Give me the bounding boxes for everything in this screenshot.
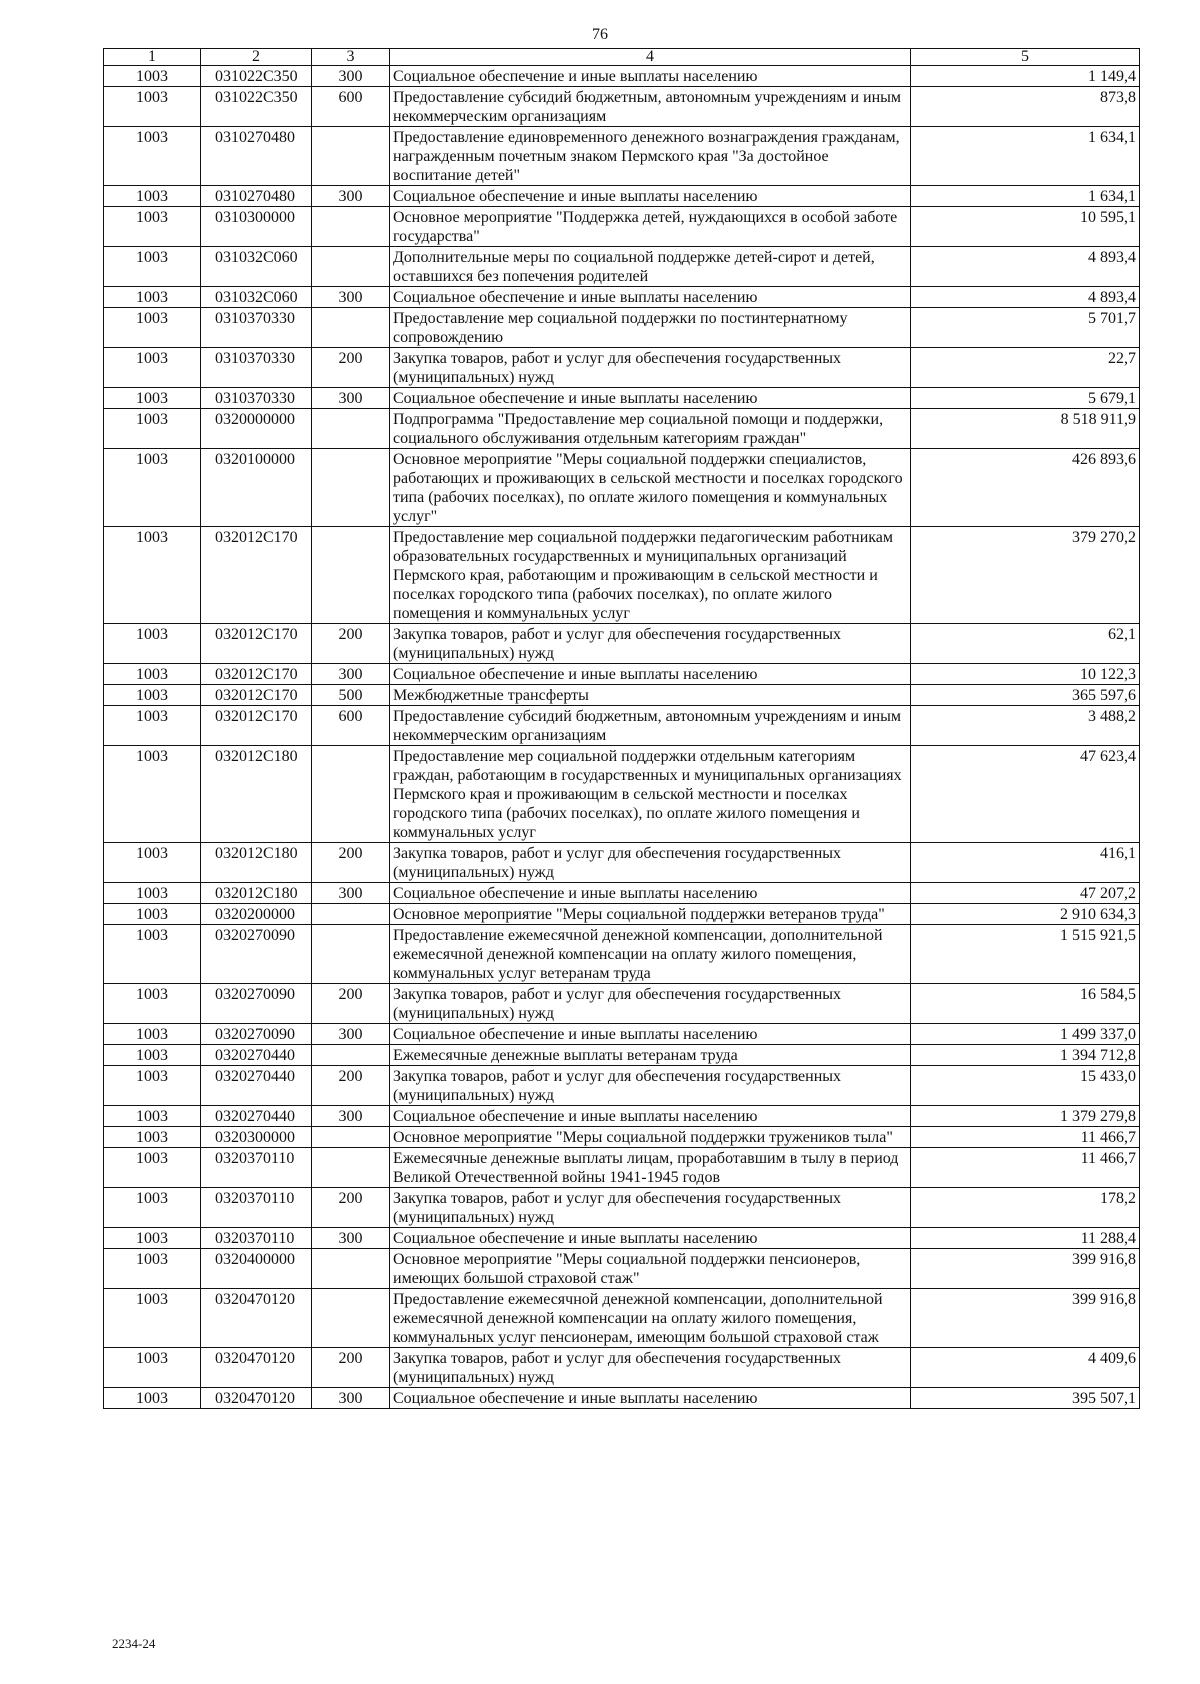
- section-code-cell: 1003: [104, 706, 201, 746]
- expense-type-cell: [312, 207, 390, 247]
- amount-cell: 47 207,2: [911, 883, 1140, 904]
- description-cell: Социальное обеспечение и иные выплаты населению: [390, 287, 911, 308]
- target-article-cell: 0320200000: [201, 904, 312, 925]
- section-code-cell: 1003: [104, 904, 201, 925]
- table-row: [104, 706, 1140, 746]
- table-row: [104, 1066, 1140, 1106]
- table-row: [104, 1045, 1140, 1066]
- expense-type-cell: 200: [312, 624, 390, 664]
- target-article-cell: 0320300000: [201, 1127, 312, 1148]
- column-header-1: 1: [104, 49, 201, 66]
- expense-type-cell: [312, 449, 390, 527]
- target-article-cell: 0320270440: [201, 1106, 312, 1127]
- target-article-cell: 032012C170: [201, 664, 312, 685]
- expense-type-cell: [312, 1249, 390, 1289]
- amount-cell: 1 499 337,0: [911, 1024, 1140, 1045]
- table-row: [104, 186, 1140, 207]
- target-article-cell: 0320370110: [201, 1228, 312, 1249]
- section-code-cell: 1003: [104, 527, 201, 624]
- expense-type-cell: [312, 746, 390, 843]
- target-article-cell: 032012C170: [201, 624, 312, 664]
- description-cell: Основное мероприятие "Меры социальной поддержки специалистов, работающих и проживающих в сельской местности и поселках городского типа (рабочих поселках), по оплате жилого помещения и коммунальных услуг": [390, 449, 911, 527]
- expense-type-cell: [312, 1045, 390, 1066]
- table-row: [104, 207, 1140, 247]
- target-article-cell: 032012C180: [201, 746, 312, 843]
- description-cell: Предоставление субсидий бюджетным, автономным учреждениям и иным некоммерческим организациям: [390, 706, 911, 746]
- table-row: [104, 127, 1140, 186]
- description-cell: Предоставление мер социальной поддержки отдельным категориям граждан, работающим в государственных и муниципальных организациях Пермского края и проживающим в сельской местности и поселках городского типа (рабочих поселках), по оплате жилого помещения и коммунальных услуг: [390, 746, 911, 843]
- amount-cell: 379 270,2: [911, 527, 1140, 624]
- section-code-cell: 1003: [104, 1045, 201, 1066]
- amount-cell: 1 515 921,5: [911, 925, 1140, 984]
- target-article-cell: 0310370330: [201, 348, 312, 388]
- table-header-row: [104, 49, 1140, 66]
- section-code-cell: 1003: [104, 409, 201, 449]
- amount-cell: 416,1: [911, 843, 1140, 883]
- amount-cell: 11 288,4: [911, 1228, 1140, 1249]
- expense-type-cell: 300: [312, 883, 390, 904]
- expense-type-cell: 200: [312, 348, 390, 388]
- description-cell: Предоставление субсидий бюджетным, автономным учреждениям и иным некоммерческим организациям: [390, 87, 911, 127]
- column-header-4: 4: [390, 49, 911, 66]
- expense-type-cell: 200: [312, 1066, 390, 1106]
- section-code-cell: 1003: [104, 1388, 201, 1409]
- table-row: [104, 308, 1140, 348]
- table-row: [104, 66, 1140, 87]
- section-code-cell: 1003: [104, 664, 201, 685]
- description-cell: Предоставление ежемесячной денежной компенсации, дополнительной ежемесячной денежной компенсации на оплату жилого помещения, коммунальных услуг пенсионерам, имеющим большой страховой стаж: [390, 1289, 911, 1348]
- target-article-cell: 0320470120: [201, 1348, 312, 1388]
- table-row: [104, 1106, 1140, 1127]
- expense-type-cell: [312, 925, 390, 984]
- description-cell: Социальное обеспечение и иные выплаты населению: [390, 1228, 911, 1249]
- expense-type-cell: 300: [312, 1024, 390, 1045]
- target-article-cell: 0320400000: [201, 1249, 312, 1289]
- amount-cell: 15 433,0: [911, 1066, 1140, 1106]
- description-cell: Социальное обеспечение и иные выплаты населению: [390, 66, 911, 87]
- description-cell: Предоставление ежемесячной денежной компенсации, дополнительной ежемесячной денежной компенсации на оплату жилого помещения, коммунальных услуг ветеранам труда: [390, 925, 911, 984]
- description-cell: Социальное обеспечение и иные выплаты населению: [390, 883, 911, 904]
- section-code-cell: 1003: [104, 1148, 201, 1188]
- description-cell: Подпрограмма "Предоставление мер социальной помощи и поддержки, социального обслуживания отдельным категориям граждан": [390, 409, 911, 449]
- amount-cell: 1 149,4: [911, 66, 1140, 87]
- target-article-cell: 0320370110: [201, 1188, 312, 1228]
- expense-type-cell: [312, 409, 390, 449]
- expense-type-cell: 500: [312, 685, 390, 706]
- description-cell: Закупка товаров, работ и услуг для обеспечения государственных (муниципальных) нужд: [390, 624, 911, 664]
- column-header-2: 2: [201, 49, 312, 66]
- table-row: [104, 1127, 1140, 1148]
- description-cell: Ежемесячные денежные выплаты ветеранам труда: [390, 1045, 911, 1066]
- table-row: [104, 1289, 1140, 1348]
- target-article-cell: 0320270440: [201, 1045, 312, 1066]
- target-article-cell: 0320270440: [201, 1066, 312, 1106]
- target-article-cell: 032012C180: [201, 883, 312, 904]
- amount-cell: 11 466,7: [911, 1148, 1140, 1188]
- description-cell: Социальное обеспечение и иные выплаты населению: [390, 664, 911, 685]
- target-article-cell: 0320000000: [201, 409, 312, 449]
- table-row: [104, 624, 1140, 664]
- amount-cell: 873,8: [911, 87, 1140, 127]
- target-article-cell: 0310370330: [201, 308, 312, 348]
- section-code-cell: 1003: [104, 449, 201, 527]
- section-code-cell: 1003: [104, 87, 201, 127]
- table-row: [104, 1348, 1140, 1388]
- description-cell: Предоставление единовременного денежного вознаграждения гражданам, награжденным почетным знаком Пермского края "За достойное воспитание детей": [390, 127, 911, 186]
- expense-type-cell: [312, 1148, 390, 1188]
- target-article-cell: 0320270090: [201, 1024, 312, 1045]
- amount-cell: 399 916,8: [911, 1249, 1140, 1289]
- column-header-5: 5: [911, 49, 1140, 66]
- table-row: [104, 247, 1140, 287]
- amount-cell: 16 584,5: [911, 984, 1140, 1024]
- section-code-cell: 1003: [104, 883, 201, 904]
- section-code-cell: 1003: [104, 984, 201, 1024]
- target-article-cell: 0320100000: [201, 449, 312, 527]
- amount-cell: 399 916,8: [911, 1289, 1140, 1348]
- target-article-cell: 0320270090: [201, 925, 312, 984]
- table-row: [104, 388, 1140, 409]
- table-row: [104, 1388, 1140, 1409]
- section-code-cell: 1003: [104, 66, 201, 87]
- section-code-cell: 1003: [104, 1106, 201, 1127]
- table-row: [104, 925, 1140, 984]
- expense-type-cell: 200: [312, 984, 390, 1024]
- expense-type-cell: 300: [312, 664, 390, 685]
- target-article-cell: 0310270480: [201, 127, 312, 186]
- section-code-cell: 1003: [104, 1289, 201, 1348]
- expense-type-cell: [312, 127, 390, 186]
- table-row: [104, 87, 1140, 127]
- amount-cell: 365 597,6: [911, 685, 1140, 706]
- table-row: [104, 1024, 1140, 1045]
- target-article-cell: 031022C350: [201, 66, 312, 87]
- expense-type-cell: 300: [312, 186, 390, 207]
- page-number: 76: [592, 26, 608, 43]
- section-code-cell: 1003: [104, 186, 201, 207]
- section-code-cell: 1003: [104, 207, 201, 247]
- table-body: [104, 66, 1140, 1409]
- amount-cell: 11 466,7: [911, 1127, 1140, 1148]
- table-row: [104, 1188, 1140, 1228]
- expense-type-cell: 200: [312, 1188, 390, 1228]
- section-code-cell: 1003: [104, 1066, 201, 1106]
- description-cell: Социальное обеспечение и иные выплаты населению: [390, 1024, 911, 1045]
- description-cell: Ежемесячные денежные выплаты лицам, проработавшим в тылу в период Великой Отечественной войны 1941-1945 годов: [390, 1148, 911, 1188]
- expense-type-cell: 300: [312, 1106, 390, 1127]
- description-cell: Закупка товаров, работ и услуг для обеспечения государственных (муниципальных) нужд: [390, 843, 911, 883]
- description-cell: Закупка товаров, работ и услуг для обеспечения государственных (муниципальных) нужд: [390, 1066, 911, 1106]
- amount-cell: 10 595,1: [911, 207, 1140, 247]
- amount-cell: 395 507,1: [911, 1388, 1140, 1409]
- description-cell: Закупка товаров, работ и услуг для обеспечения государственных (муниципальных) нужд: [390, 1188, 911, 1228]
- target-article-cell: 0310300000: [201, 207, 312, 247]
- amount-cell: 47 623,4: [911, 746, 1140, 843]
- expense-type-cell: [312, 527, 390, 624]
- target-article-cell: 032012C170: [201, 527, 312, 624]
- section-code-cell: 1003: [104, 287, 201, 308]
- table-row: [104, 904, 1140, 925]
- table-row: [104, 1249, 1140, 1289]
- target-article-cell: 0320470120: [201, 1388, 312, 1409]
- amount-cell: 426 893,6: [911, 449, 1140, 527]
- table-row: [104, 287, 1140, 308]
- table-row: [104, 664, 1140, 685]
- description-cell: Закупка товаров, работ и услуг для обеспечения государственных (муниципальных) нужд: [390, 1348, 911, 1388]
- document-code: 2234-24: [112, 1636, 156, 1651]
- section-code-cell: 1003: [104, 1188, 201, 1228]
- amount-cell: 5 679,1: [911, 388, 1140, 409]
- amount-cell: 4 409,6: [911, 1348, 1140, 1388]
- amount-cell: 1 634,1: [911, 186, 1140, 207]
- table-row: [104, 883, 1140, 904]
- table-row: [104, 843, 1140, 883]
- description-cell: Дополнительные меры по социальной поддержке детей-сирот и детей, оставшихся без попечения родителей: [390, 247, 911, 287]
- expense-type-cell: [312, 904, 390, 925]
- description-cell: Закупка товаров, работ и услуг для обеспечения государственных (муниципальных) нужд: [390, 984, 911, 1024]
- table-row: [104, 685, 1140, 706]
- section-code-cell: 1003: [104, 685, 201, 706]
- description-cell: Предоставление мер социальной поддержки по постинтернатному сопровождению: [390, 308, 911, 348]
- amount-cell: 1 379 279,8: [911, 1106, 1140, 1127]
- amount-cell: 4 893,4: [911, 287, 1140, 308]
- target-article-cell: 0320470120: [201, 1289, 312, 1348]
- target-article-cell: 0320270090: [201, 984, 312, 1024]
- expense-type-cell: 300: [312, 1388, 390, 1409]
- section-code-cell: 1003: [104, 624, 201, 664]
- amount-cell: 1 634,1: [911, 127, 1140, 186]
- table-row: [104, 984, 1140, 1024]
- description-cell: Основное мероприятие "Меры социальной поддержки ветеранов труда": [390, 904, 911, 925]
- table-row: [104, 449, 1140, 527]
- section-code-cell: 1003: [104, 1348, 201, 1388]
- section-code-cell: 1003: [104, 1127, 201, 1148]
- section-code-cell: 1003: [104, 388, 201, 409]
- expense-type-cell: 300: [312, 287, 390, 308]
- section-code-cell: 1003: [104, 247, 201, 287]
- column-header-3: 3: [312, 49, 390, 66]
- expense-type-cell: 200: [312, 1348, 390, 1388]
- table-row: [104, 1148, 1140, 1188]
- expense-type-cell: 200: [312, 843, 390, 883]
- target-article-cell: 0310370330: [201, 388, 312, 409]
- description-cell: Основное мероприятие "Меры социальной поддержки тружеников тыла": [390, 1127, 911, 1148]
- description-cell: Социальное обеспечение и иные выплаты населению: [390, 1388, 911, 1409]
- budget-table: [103, 48, 1140, 1409]
- target-article-cell: 032012C180: [201, 843, 312, 883]
- target-article-cell: 032012C170: [201, 706, 312, 746]
- table-row: [104, 1228, 1140, 1249]
- description-cell: Социальное обеспечение и иные выплаты населению: [390, 1106, 911, 1127]
- target-article-cell: 0320370110: [201, 1148, 312, 1188]
- expense-type-cell: 600: [312, 87, 390, 127]
- expense-type-cell: [312, 1289, 390, 1348]
- expense-type-cell: [312, 1127, 390, 1148]
- amount-cell: 8 518 911,9: [911, 409, 1140, 449]
- target-article-cell: 032012C170: [201, 685, 312, 706]
- expense-type-cell: 300: [312, 66, 390, 87]
- amount-cell: 5 701,7: [911, 308, 1140, 348]
- target-article-cell: 0310270480: [201, 186, 312, 207]
- target-article-cell: 031032C060: [201, 247, 312, 287]
- section-code-cell: 1003: [104, 1228, 201, 1249]
- description-cell: Основное мероприятие "Поддержка детей, нуждающихся в особой заботе государства": [390, 207, 911, 247]
- section-code-cell: 1003: [104, 127, 201, 186]
- amount-cell: 178,2: [911, 1188, 1140, 1228]
- expense-type-cell: 600: [312, 706, 390, 746]
- description-cell: Социальное обеспечение и иные выплаты населению: [390, 186, 911, 207]
- table-row: [104, 348, 1140, 388]
- section-code-cell: 1003: [104, 1024, 201, 1045]
- expense-type-cell: 300: [312, 1228, 390, 1249]
- expense-type-cell: 300: [312, 388, 390, 409]
- expense-type-cell: [312, 308, 390, 348]
- description-cell: Закупка товаров, работ и услуг для обеспечения государственных (муниципальных) нужд: [390, 348, 911, 388]
- amount-cell: 62,1: [911, 624, 1140, 664]
- amount-cell: 2 910 634,3: [911, 904, 1140, 925]
- section-code-cell: 1003: [104, 308, 201, 348]
- amount-cell: 10 122,3: [911, 664, 1140, 685]
- target-article-cell: 031022C350: [201, 87, 312, 127]
- amount-cell: 1 394 712,8: [911, 1045, 1140, 1066]
- amount-cell: 3 488,2: [911, 706, 1140, 746]
- description-cell: Основное мероприятие "Меры социальной поддержки пенсионеров, имеющих большой страховой стаж": [390, 1249, 911, 1289]
- description-cell: Межбюджетные трансферты: [390, 685, 911, 706]
- target-article-cell: 031032C060: [201, 287, 312, 308]
- section-code-cell: 1003: [104, 925, 201, 984]
- section-code-cell: 1003: [104, 348, 201, 388]
- description-cell: Предоставление мер социальной поддержки педагогическим работникам образовательных государственных и муниципальных организаций Пермского края, работающим и проживающим в сельской местности и поселках городского типа (рабочих поселках), по оплате жилого помещения и коммунальных услуг: [390, 527, 911, 624]
- section-code-cell: 1003: [104, 746, 201, 843]
- table-row: [104, 527, 1140, 624]
- section-code-cell: 1003: [104, 843, 201, 883]
- amount-cell: 22,7: [911, 348, 1140, 388]
- table-row: [104, 409, 1140, 449]
- table-row: [104, 746, 1140, 843]
- amount-cell: 4 893,4: [911, 247, 1140, 287]
- section-code-cell: 1003: [104, 1249, 201, 1289]
- description-cell: Социальное обеспечение и иные выплаты населению: [390, 388, 911, 409]
- expense-type-cell: [312, 247, 390, 287]
